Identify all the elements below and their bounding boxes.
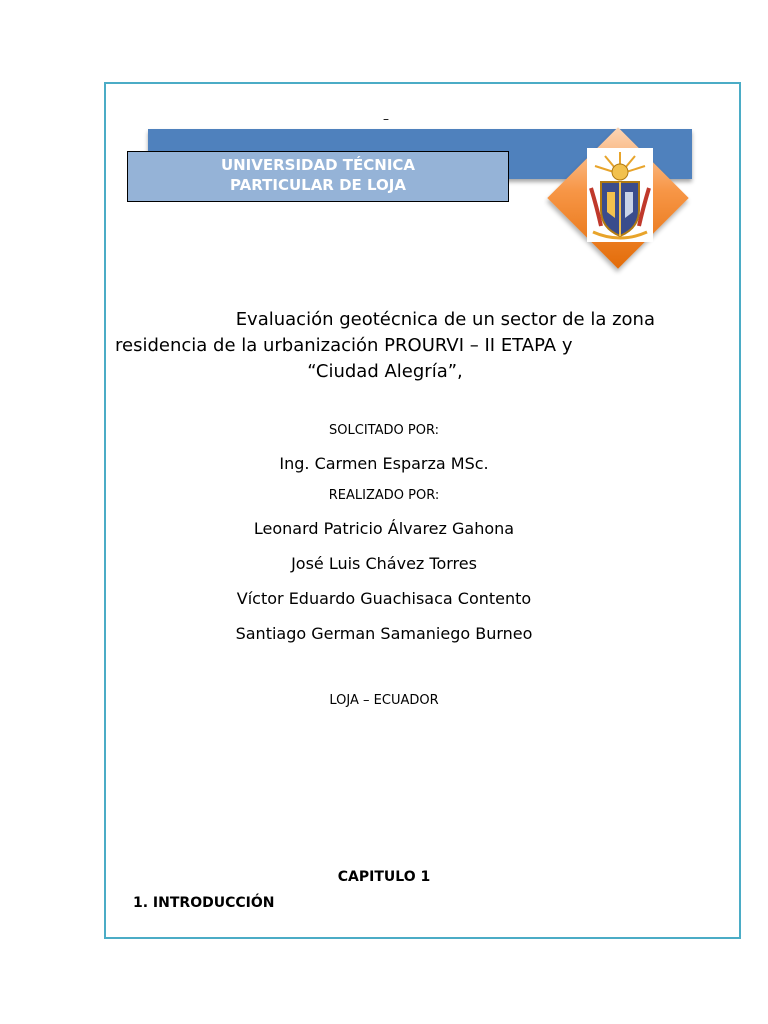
title-line-3: “Ciudad Alegría”,: [307, 361, 463, 382]
author-name: José Luis Chávez Torres: [291, 554, 477, 573]
location: LOJA – ECUADOR: [329, 693, 439, 708]
author-name: Víctor Eduardo Guachisaca Contento: [236, 589, 532, 608]
university-line-2: PARTICULAR DE LOJA: [230, 176, 406, 194]
document-title: [115, 307, 655, 385]
university-line-1: UNIVERSIDAD TÉCNICA: [220, 156, 416, 174]
author-name: Leonard Patricio Álvarez Gahona: [253, 519, 515, 538]
title-line-2: residencia de la urbanización PROURVI – II ETAPA y: [115, 335, 573, 356]
requested-by-label: SOLCITADO POR:: [329, 423, 439, 438]
made-by-label: REALIZADO POR:: [328, 488, 440, 503]
chapter-heading: CAPITULO 1: [337, 869, 431, 885]
author-name: Santiago German Samaniego Burneo: [235, 624, 533, 643]
section-heading: 1. INTRODUCCIÓN: [133, 895, 275, 911]
requested-by-name: Ing. Carmen Esparza MSc.: [279, 454, 489, 473]
university-name-box: [127, 151, 509, 202]
university-crest-icon: [587, 148, 653, 242]
header-dash: –: [383, 112, 389, 126]
title-line-1: Evaluación geotécnica de un sector de la zona: [235, 309, 655, 330]
